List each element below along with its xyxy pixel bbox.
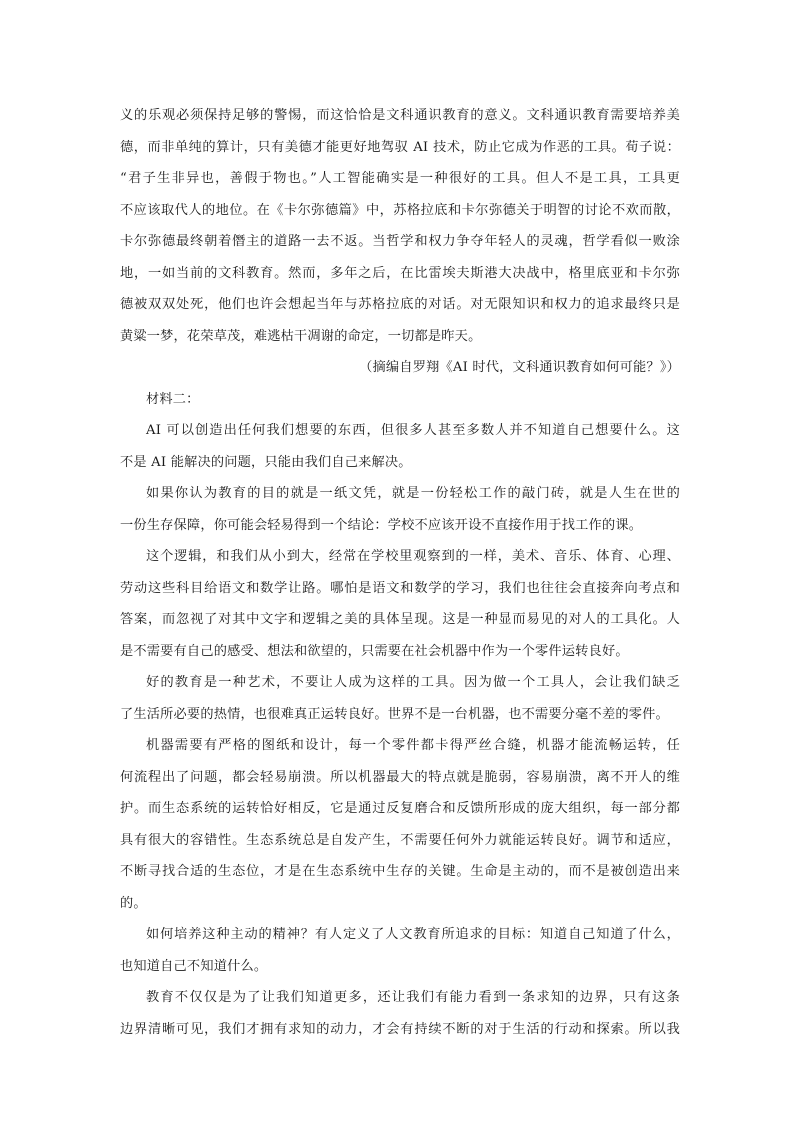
text-line: 边界清晰可见，我们才拥有求知的动力，才会有持续不断的对于生活的行动和探索。所以我 bbox=[120, 1021, 680, 1037]
paragraph bbox=[120, 478, 680, 541]
text-line: 护。而生态系统的运转恰好相反，它是通过反复磨合和反馈所形成的庞大组织，每一部分都 bbox=[120, 801, 680, 816]
text-line: 这个逻辑，和我们从小到大，经常在学校里观察到的一样，美术、音乐、体育、心理、 bbox=[146, 549, 680, 564]
text-line: 了生活所必要的热情，也很难真正运转良好。世界不是一台机器，也不需要分毫不差的零件。 bbox=[120, 706, 669, 722]
text-line: 不是 AI 能解决的问题，只能由我们自己来解决。 bbox=[120, 454, 412, 470]
text-line: 义的乐观必须保持足够的警惕，而这恰恰是文科通识教育的意义。文科通识教育需要培养美 bbox=[120, 108, 680, 123]
text-line: 的。 bbox=[120, 895, 147, 911]
document-page bbox=[120, 100, 680, 1045]
text-line: AI 可以创造出任何我们想要的东西，但很多人甚至多数人并不知道自己想要什么。这 bbox=[146, 423, 680, 438]
text-line: 地，一如当前的文科教育。然而，多年之后，在比雷埃夫斯港大决战中，格里底亚和卡尔弥 bbox=[120, 265, 680, 281]
paragraph bbox=[120, 730, 680, 919]
text-line: 德，而非单纯的算计，只有美德才能更好地驾驭 AI 技术，防止它成为作恶的工具。荀子说： bbox=[120, 139, 680, 155]
text-line: “君子生非异也，善假于物也。”人工智能确实是一种很好的工具。但人不是工具，工具更 bbox=[120, 171, 680, 186]
text-line: 是不需要有自己的感受、想法和欲望的，只需要在社会机器中作为一个零件运转良好。 bbox=[120, 643, 629, 659]
text-line: 机器需要有严格的图纸和设计，每一个零件都卡得严丝合缝，机器才能流畅运转，任 bbox=[146, 738, 680, 753]
text-line: 一份生存保障，你可能会轻易得到一个结论：学校不应该开设不直接作用于找工作的课。 bbox=[120, 517, 643, 533]
source-citation: （摘编自罗翔《AI 时代，文科通识教育如何可能？》） bbox=[359, 360, 680, 375]
text-line: 黄粱一梦，花荣草茂，难逃枯干凋谢的命定，一切都是昨天。 bbox=[120, 328, 482, 344]
text-line: 如何培养这种主动的精神？有人定义了人文教育所追求的目标：知道自己知道了什么， bbox=[146, 927, 680, 942]
text-line: 不断寻找合适的生态位，才是在生态系统中生存的关键。生命是主动的，而不是被创造出来 bbox=[120, 864, 680, 879]
text-line: 答案，而忽视了对其中文字和逻辑之美的具体呈现。这是一种显而易见的对人的工具化。人 bbox=[120, 612, 680, 627]
material-label: 材料二： bbox=[146, 391, 200, 407]
paragraph bbox=[120, 667, 680, 730]
text-line: 也知道自己不知道什么。 bbox=[120, 958, 268, 974]
text-line: 好的教育是一种艺术，不要让人成为这样的工具。因为做一个工具人，会让我们缺乏 bbox=[146, 675, 680, 690]
paragraph bbox=[120, 541, 680, 667]
continuation-paragraph bbox=[120, 100, 680, 352]
paragraph bbox=[120, 415, 680, 478]
text-line: 何流程出了问题，都会轻易崩溃。所以机器最大的特点就是脆弱，容易崩溃，离不开人的维 bbox=[120, 769, 680, 785]
text-line: 德被双双处死，他们也许会想起当年与苏格拉底的对话。对无限知识和权力的追求最终只是 bbox=[120, 297, 680, 312]
paragraph bbox=[120, 982, 680, 1045]
text-line: 卡尔弥德最终朝着僭主的道路一去不返。当哲学和权力争夺年轻人的灵魂，哲学看似一败涂 bbox=[120, 234, 680, 249]
text-line: 如果你认为教育的目的就是一纸文凭，就是一份轻松工作的敲门砖，就是人生在世的 bbox=[146, 486, 680, 501]
text-line: 具有很大的容错性。生态系统总是自发产生，不需要任何外力就能运转良好。调节和适应， bbox=[120, 832, 680, 848]
text-line: 不应该取代人的地位。在《卡尔弥德篇》中，苏格拉底和卡尔弥德关于明智的讨论不欢而散， bbox=[120, 202, 680, 218]
text-line: 教育不仅仅是为了让我们知道更多，还让我们有能力看到一条求知的边界，只有这条 bbox=[146, 990, 680, 1005]
paragraph bbox=[120, 919, 680, 982]
text-line: 劳动这些科目给语文和数学让路。哪怕是语文和数学的学习，我们也往往会直接奔向考点和 bbox=[120, 580, 680, 596]
